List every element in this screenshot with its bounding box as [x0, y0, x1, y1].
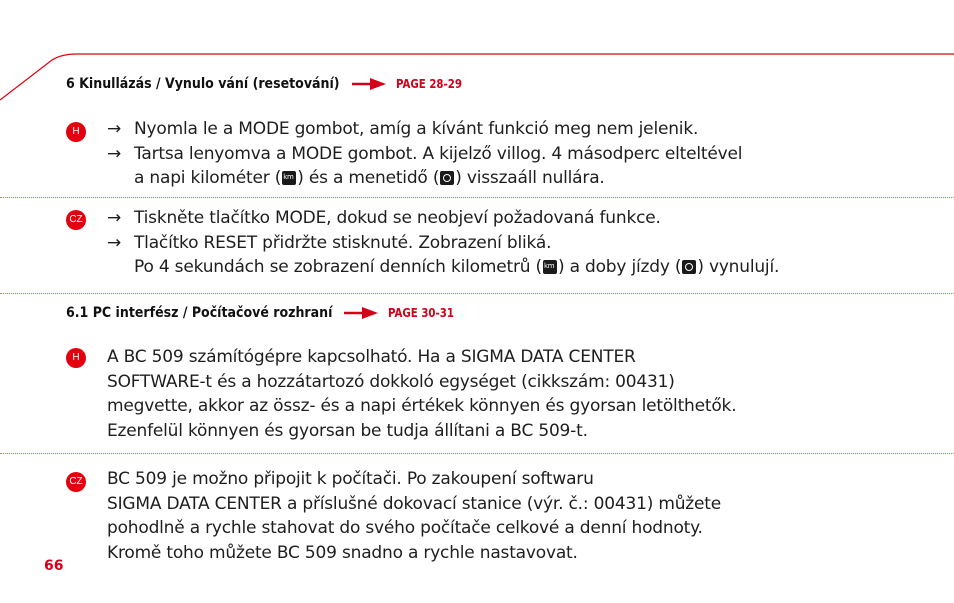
arrow-icon: → — [107, 143, 122, 164]
list-item: → Tlačítko RESET přidržte stisknuté. Zobrazení bliká. Po 4 sekundách se zobrazení denních kilometrů (km ) a doby jízdy ( ) vynulují. — [107, 231, 779, 280]
reset-instructions-h — [107, 117, 742, 191]
dotted-divider — [0, 197, 954, 198]
page-number: 66 — [44, 558, 64, 574]
arrow-icon: → — [107, 208, 122, 228]
list-item: → Tiskněte tlačítko MODE, dokud se neobjeví požadovaná funkce. — [107, 206, 779, 231]
section-heading-pc-interface — [66, 305, 466, 321]
list-item: → Nyomla le a MODE gombot, amíg a kívánt funkció meg nem jelenik. — [107, 117, 742, 142]
dotted-divider — [0, 453, 954, 454]
language-badge-cz: CZ — [66, 210, 86, 230]
list-item: → Tartsa lenyomva a MODE gombot. A kijelző villog. 4 másodperc elteltével a napi kilométer (km ) és a menetidő ( ) visszaáll nullára. — [107, 142, 742, 191]
red-arrow-icon — [352, 78, 386, 90]
page-reference: PAGE 30-31 — [388, 306, 455, 320]
language-badge-h: H — [66, 348, 86, 368]
pc-interface-text-cz: BC 509 je možno připojit k počítači. Po zakoupení softwaru SIGMA DATA CENTER a příslušné dokovací stanice (výr. č.: 00431) můžete pohodlně a rychle stahovat do svého počítače celkové a denní hodnoty. Kromě toho můžete BC 509 snadno a rychle nastavovat. — [107, 469, 721, 563]
page-reference: PAGE 28-29 — [395, 77, 462, 91]
ride-time-clock-icon — [440, 171, 454, 185]
language-badge-cz: CZ — [66, 472, 86, 492]
pc-interface-text-h: A BC 509 számítógépre kapcsolható. Ha a SIGMA DATA CENTER SOFTWARE-t és a hozzátartozó dokkoló egységet (cikkszám: 00431) megvette, akkor az össz- és a napi értékek könnyen és gyorsan letölthetők. Ezenfelül könnyen és gyorsan be tudja állítani a BC 509-t. — [107, 347, 737, 441]
heading-text: 6.1 PC interfész / Počítačové rozhraní — [66, 305, 333, 321]
ride-time-clock-icon — [682, 260, 696, 274]
section-heading-reset — [66, 76, 473, 92]
reset-instructions-cz — [107, 206, 779, 280]
language-badge-h: H — [66, 122, 86, 142]
arrow-icon: → — [107, 232, 122, 253]
odometer-km-icon — [543, 260, 557, 274]
red-arrow-icon — [344, 307, 378, 319]
dotted-divider — [0, 293, 954, 294]
heading-text: 6 Kinullázás / Vynulo vání (resetování) — [66, 76, 340, 92]
arrow-icon: → — [107, 119, 122, 139]
odometer-km-icon — [282, 171, 296, 185]
